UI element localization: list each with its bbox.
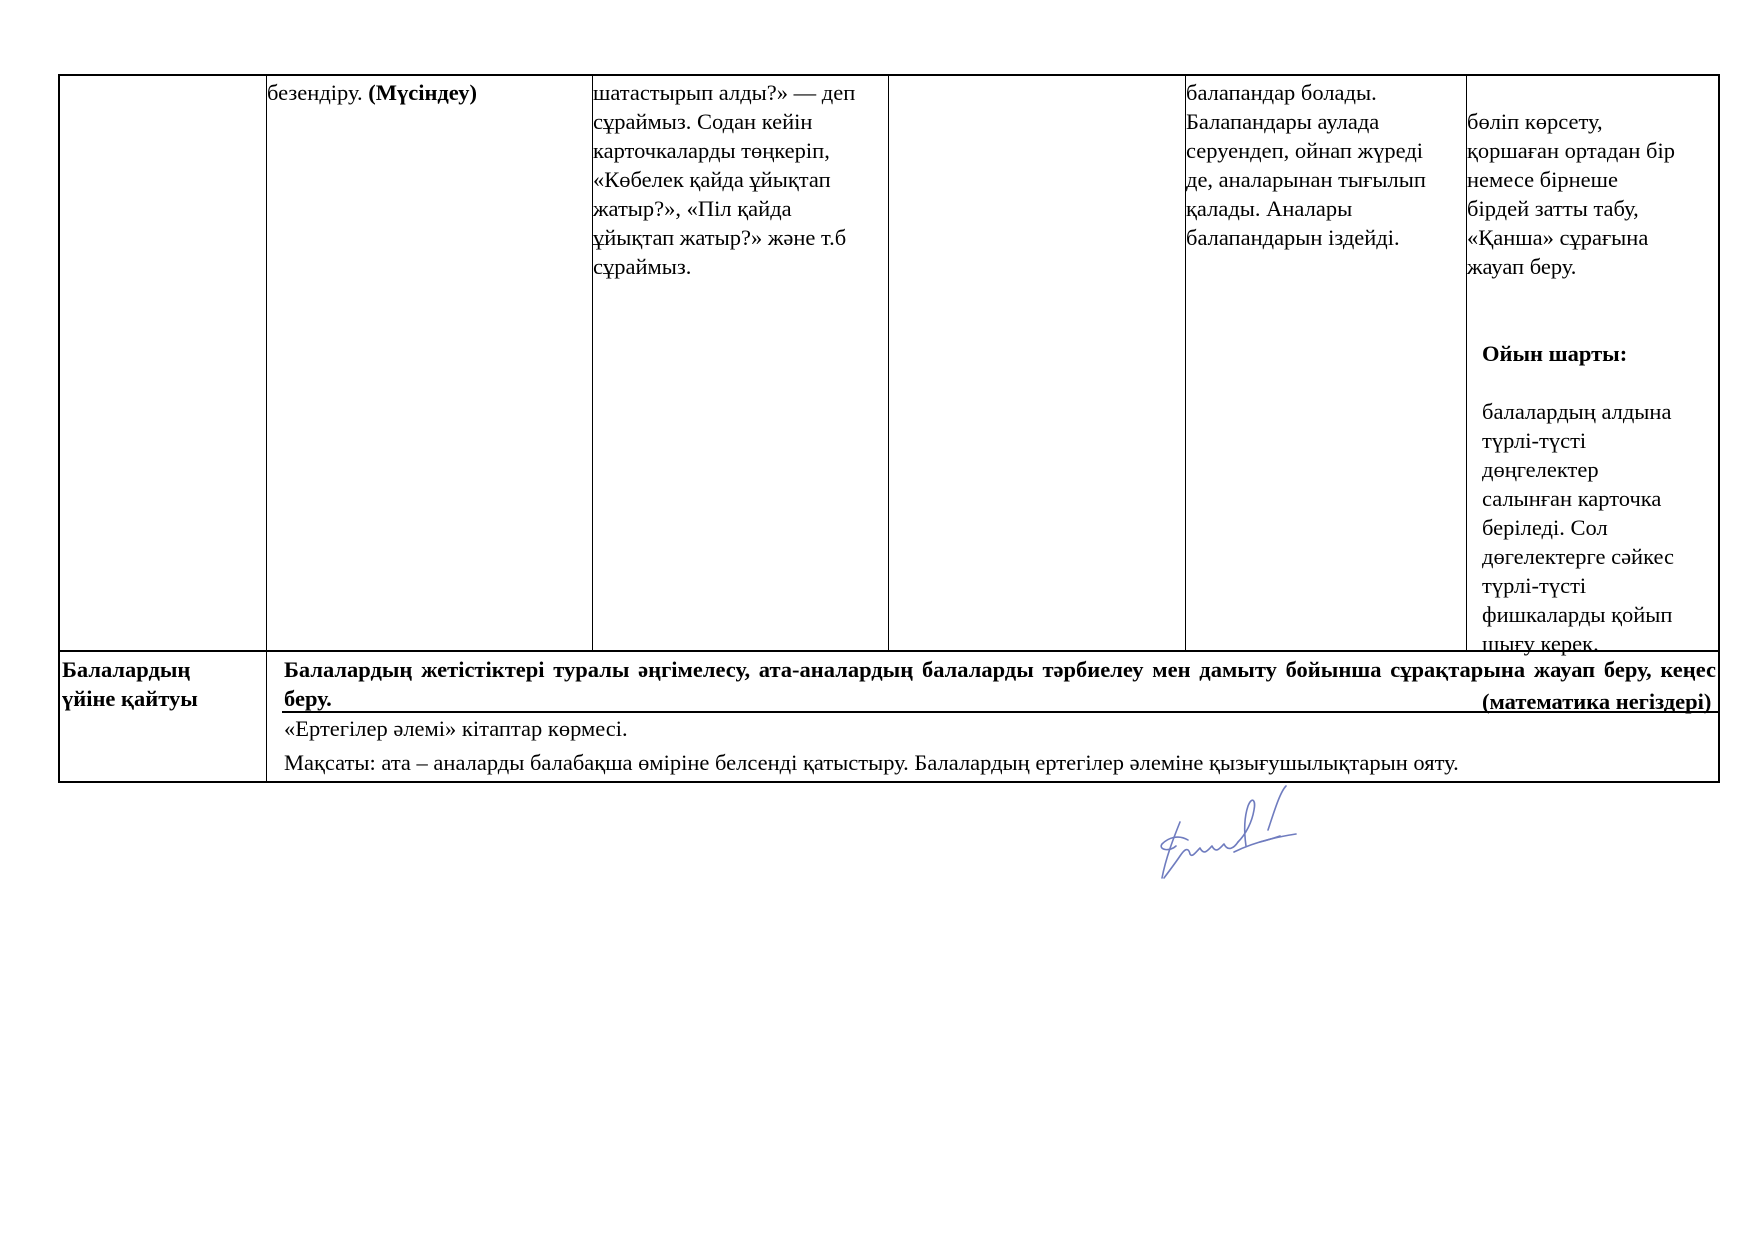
row2-exhibition-text: «Ертегілер әлемі» кітаптар көрмесі. xyxy=(284,716,628,741)
col2-bold-label: (Мүсіндеу) xyxy=(368,80,477,105)
col6-intro-text: бөліп көрсету, қоршаған ортадан бір немесе бірнеше бірдей затты табу, «Қанша» сұрағына жауап беру. xyxy=(1467,109,1675,279)
col2-text: безендіру. xyxy=(267,80,369,105)
table-left-border xyxy=(58,74,60,783)
row2-conversation-cell: Балалардың жетістіктері туралы әңгімелесу, ата-аналардың балаларды тәрбиелеу мен дамыту бойынша сұрақтарына жауап беру, кеңес беру. xyxy=(284,657,1716,711)
table-top-border xyxy=(58,74,1720,76)
col6-rule-text: балалардың алдына түрлі-түсті дөңгелектер салынған карточка беріледі. Сол дөгелектерге сәйкес түрлі-түсті фишкаларды қойып шығу керек. xyxy=(1482,399,1674,656)
row2-label-cell: Балалардың үйіне қайтуы xyxy=(62,657,198,711)
row1-col1-cell xyxy=(62,78,264,648)
col6-bold-tail: (математика негіздері) xyxy=(1482,689,1712,714)
table-right-border xyxy=(1718,74,1720,783)
row1-col4-cell xyxy=(890,78,1183,648)
row1-col5-cell: балапандар болады. Балапандары аулада серуендеп, ойнап жүреді де, аналарынан тығылып қалады. Аналары балапандарын іздейді. xyxy=(1186,80,1426,250)
row1-col6-cell xyxy=(1467,78,1717,714)
row1-col3-cell: шатастырып алды?» — деп сұраймыз. Содан кейін карточкаларды төңкеріп, «Көбелек қайда ұйықтап жатыр?», «Піл қайда ұйықтап жатыр?» және т.б сұраймыз. xyxy=(593,80,856,279)
signature xyxy=(1150,782,1320,882)
row2-goal-text: Мақсаты: ата – аналарды балабақша өміріне белсенді қатыстыру. Балалардың ертегілер әлеміне қызығушылықтарын ояту. xyxy=(284,750,1459,775)
col6-rule-heading: Ойын шарты: xyxy=(1482,341,1628,366)
table-bottom-border xyxy=(58,781,1720,783)
column-divider-3 xyxy=(888,74,889,651)
row1-col2-cell xyxy=(267,78,590,648)
